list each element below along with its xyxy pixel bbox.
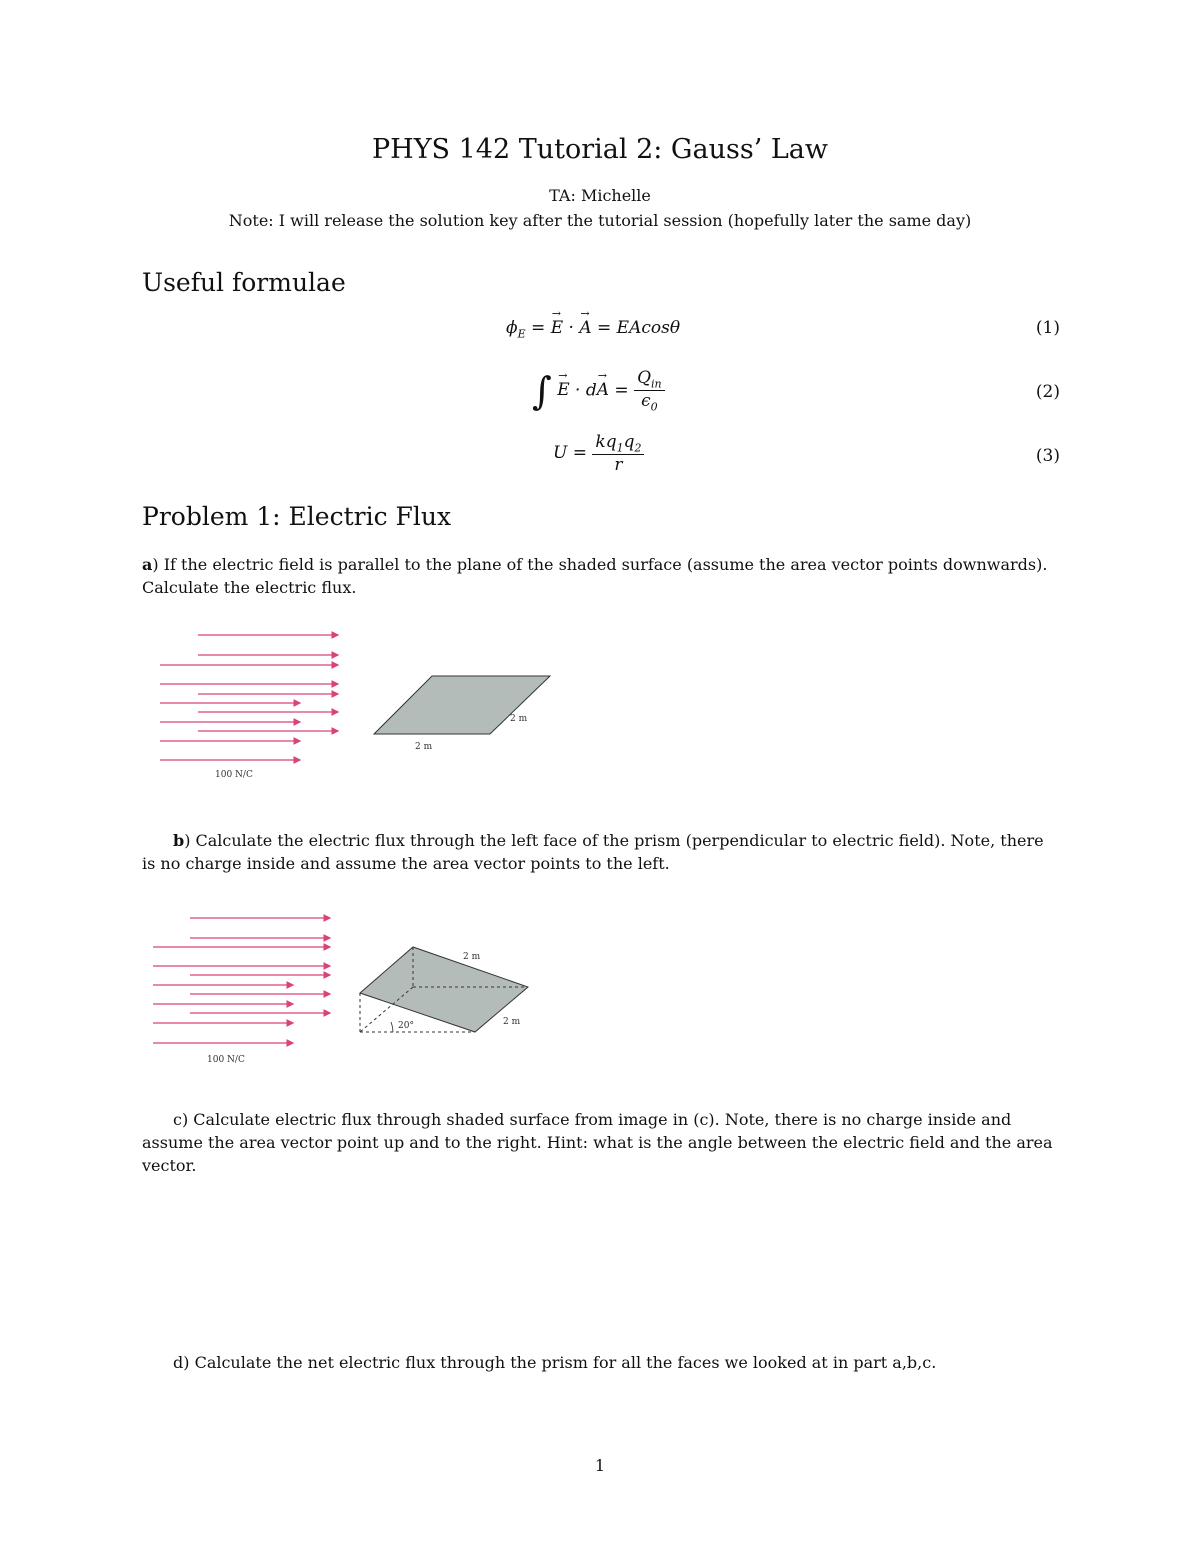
part-d-text: d) Calculate the net electric flux through the prism for all the faces we looked at in part a,b,c. (173, 1353, 937, 1372)
ta-name: TA: Michelle (549, 186, 651, 205)
angle-label: 20° (398, 1021, 414, 1031)
field-arrows-a (160, 635, 338, 760)
page-number: 1 (594, 1456, 606, 1475)
top-side-label: 2 m (463, 952, 481, 962)
part-a-label: a (142, 555, 153, 574)
equation-2: ∫ E → · dA → = $\frac{Q_{in}}{\epsilon_0}$ (532, 368, 665, 414)
right-side-label: 2 m (503, 1017, 521, 1027)
shaded-surface-a (374, 676, 550, 734)
equation-3: U = $\frac{kq_1q_2}{r}$ (553, 432, 644, 475)
part-b-body: ) Calculate the electric flux through the left face of the prism (perpendicular to electric field). Note, there is no charge inside and assume the area vector points to the left. (142, 831, 1044, 873)
formulae-heading: Useful formulae (142, 268, 346, 297)
part-b-text (142, 829, 1060, 875)
side-label-a1: 2 m (510, 714, 528, 724)
equation-1-number: (1) (1035, 318, 1060, 338)
part-b-label: b (173, 831, 185, 850)
release-note: Note: I will release the solution key after the tutorial session (hopefully later the same day) (228, 211, 972, 230)
equation-1: $\phi_E = E$ → · A → = EAcosθ (506, 307, 681, 341)
field-label-a: 100 N/C (215, 770, 253, 780)
equation-3-number: (3) (1035, 446, 1060, 466)
angle-arc (391, 1022, 393, 1032)
page-title: PHYS 142 Tutorial 2: Gauss’ Law (371, 134, 829, 165)
part-c-text: c) Calculate electric flux through shaded surface from image in (c). Note, there is no charge inside and assume the area vector point up and to the right. Hint: what is the angle between the electric field and the area vector. (142, 1110, 1053, 1175)
figure-b (145, 905, 545, 1070)
part-a-body: ) If the electric field is parallel to the plane of the shaded surface (assume the area vector points downwards). Calculate the electric flux. (142, 555, 1048, 597)
problem-1-heading: Problem 1: Electric Flux (142, 502, 452, 531)
side-label-a2: 2 m (415, 742, 433, 752)
field-label-b: 100 N/C (207, 1055, 245, 1065)
part-a-text (142, 553, 1060, 599)
equation-2-number: (2) (1035, 382, 1060, 402)
field-arrows-b (153, 918, 330, 1043)
figure-a (150, 622, 570, 787)
